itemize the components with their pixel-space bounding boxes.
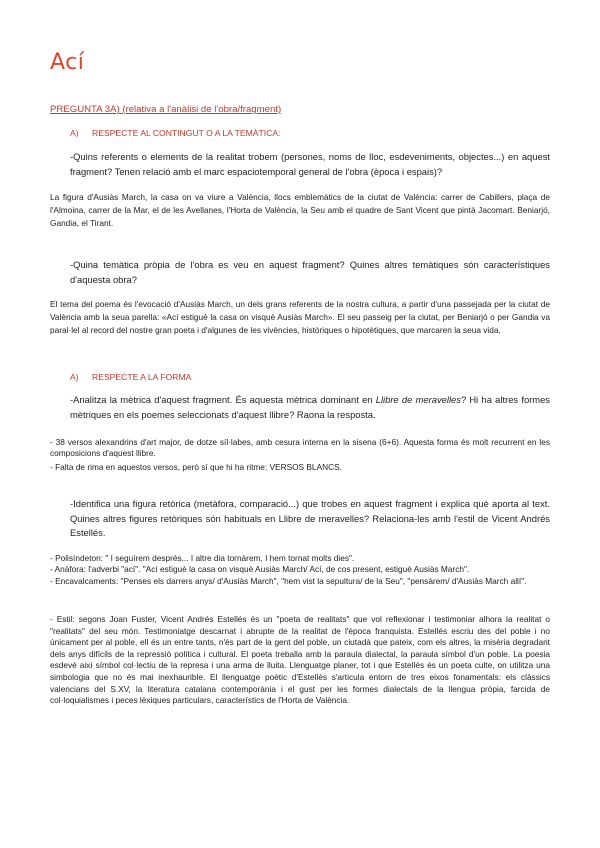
list-item: - Encavalcaments: "Penses els darrers anys/ d'Ausiàs March", "hem vist la sepultura/ de la Seu", "pensàrem/ d'Ausiàs March allí".: [50, 575, 527, 586]
figures-list: [50, 553, 550, 587]
section-a-label: RESPECTE AL CONTINGUT O A LA TEMÀTICA:: [92, 128, 281, 138]
section-b-letter: A): [70, 372, 79, 382]
section-b-label: RESPECTE A LA FORMA: [92, 372, 192, 382]
list-item: - 38 versos alexandrins d'art major, de dotze síl·labes, amb cesura interna en la sisena (6+6). Aquesta forma és molt recurrent en les composicions d'aquest llibre.: [50, 437, 550, 459]
list-item: - Polisíndeton: " I seguírem després... I altre dia tornàrem, I hem tornat molts dies".: [50, 553, 355, 563]
question-1: -Quins referents o elements de la realitat trobem (persones, noms de lloc, esdeveniments, objectes...) en aquest fragment? Tenen relació amb el marc espaciotemporal general de l'obra (època i espais)?: [70, 151, 550, 177]
question-4: -Identifica una figura retòrica (metàfora, comparació...) que trobes en aquest fragment i explica què aporta al text. Quines altres figures retòriques són habituals en Llibre de meravelles? Relaciona-les amb l'estil de Vicent Andrés Estellés.: [70, 498, 550, 538]
list-item: - Falta de rima en aquestos versos, però sí que hi ha ritme: VERSOS BLANCS.: [50, 461, 342, 472]
question-3-text-end: ? Hi ha altres formes mètriques en els poemes seleccionats d'aquest llibre? Raona la resposta.: [70, 394, 550, 420]
question-heading: PREGUNTA 3A) (relativa a l'anàlisi de l'obra/fragment): [50, 104, 282, 115]
section-a-heading: [70, 128, 280, 138]
question-3: [70, 393, 550, 422]
question-3-text: -Analitza la mètrica d'aquest fragment. És aquesta mètrica dominant en: [70, 394, 376, 405]
page-title: Ací: [50, 50, 85, 75]
answer-style: - Estil: segons Joan Fuster, Vicent Andrés Estellés és un "poeta de realitats" que vol reflexionar i testimoniar alhora la realitat o "realitats" del seu món. Testimoniatge descarnat i abrupte de la realitat de l'època franquista. Estellés escriu des del poble i no únicament per al poble, ell és un entre tants, n'és part de la gent del poble, un ciutadà que pateix, com els altres, la misèria degradant dels anys difícils de la repressió política i cultural. El poeta treballa amb la paraula dialectal, la paraula símbol d'un poble. La poesia esdevé així símbol col·lectiu de la represa i una arma de lluita. Llenguatge planer, tot i que Estellés és un poeta culte, on utilitza una simbologia que no és mai inexhaurible. El llenguatge poètic d'Estellés s'articula entorn de tres eixos fonamentals: els clàssics valencians del S.XV, la literatura catalana contemporània i el gust per les formes dialectals de la llengua pròpia, farcida de col·loquialismes i peces lèxiques particulars, característics de l'Horta de València.: [50, 614, 550, 706]
section-a-letter: A): [70, 128, 79, 138]
section-b-heading: [70, 372, 191, 382]
metrics-list: [50, 437, 550, 473]
list-item: - Anàfora: l'adverbi "ací". "Ací estiguè la casa on visquè Ausiàs March/ Ací, de cos present, estiguè Ausiàs March".: [50, 564, 470, 575]
question-2: -Quina temàtica pròpia de l'obra es veu en aquest fragment? Quines altres temàtiques són característiques d'aquesta obra?: [70, 259, 550, 285]
question-3-book-title: Llibre de meravelles: [375, 394, 461, 405]
answer-2: El tema del poema és l'evocació d'Ausiàs March, un dels grans referents de la nostra cultura, a partir d'una passejada per la ciutat de València amb la seua parella: «Ací estiguè la casa on visquè Ausiàs March». El seu passeig per la ciutat, per Beniarjó o per Gandia va paral·lel al record del nostre gran poeta i d'algunes de les vivències, històriques o hipotètiques, que marcaren la seua vida.: [50, 299, 550, 335]
answer-1: La figura d'Ausiàs March, la casa on va viure a València, llocs emblemàtics de la ciutat de València: carrer de Cabillers, plaça de l'Almoina, carrer de la Mar, el de les Avellanes, l'Horta de València, la Seu amb el quadre de Sant Vicent que pintà Jacomart. Beniarjó, Gandia, el Tirant.: [50, 192, 550, 228]
